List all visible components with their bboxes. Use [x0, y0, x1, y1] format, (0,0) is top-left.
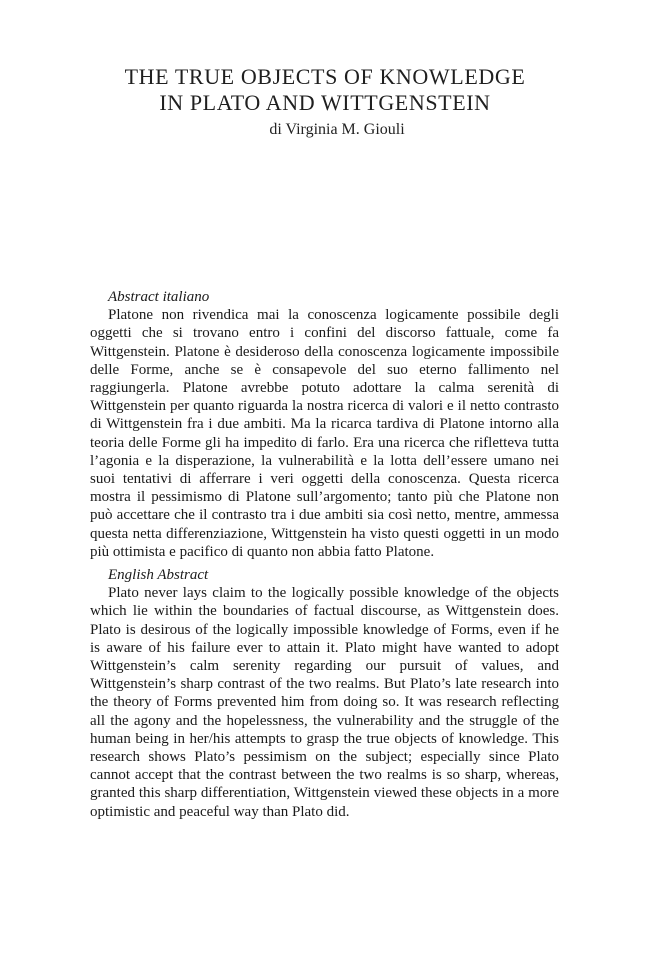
abstract-english-body: Plato never lays claim to the logically possible knowledge of the objects which lie within the boundaries of factual discourse, as Wittgenstein does. Plato is desirous of the logically impossible knowledge of Forms, even if he is aware of his failure ever to attain it. Plato might have wanted to adopt Wittgenstein’s calm serenity regarding our pursuit of values, and Wittgenstein’s sharp contrast of the two realms. But Plato’s late research into the theory of Forms prevented him from doing so. It was research reflecting all the agony and the hopelessness, the vulnerability and the struggle of the human being in her/his attempts to grasp the true objects of knowledge. This research shows Plato’s pessimism on the subject; especially since Plato cannot accept that the contrast between the two realms is so sharp, whereas, granted this sharp differentiation, Wittgenstein viewed these objects in a more optimistic and peaceful way than Plato did.	[90, 585, 559, 820]
abstract-italian-heading: Abstract italiano	[108, 289, 210, 305]
abstract-english-heading: English Abstract	[108, 567, 209, 583]
author-byline: di Virginia M. Giouli	[269, 121, 405, 138]
abstract-italian-body: Platone non rivendica mai la conoscenza logicamente possibile degli oggetti che si trovano entro i confini del discorso fattuale, come fa Wittgenstein. Platone è desideroso della conoscenza logicamente impossibile delle Forme, anche se è consapevole del suo eterno fallimento nel raggiungerla. Platone avrebbe potuto adottare la calma serenità di Wittgenstein per quanto riguarda la nostra ricerca di valori e il netto contrasto di Wittgenstein fra i due ambiti. Ma la ricarca tardiva di Platone intorno alla teoria delle Forme gli ha impedito di farlo. Era una ricerca che rifletteva tutta l’agonia e la disperazione, la vulnerabilità e la lotta dell’essere umano nei suoi tentativi di afferrare i veri oggetti della conoscenza. Questa ricerca mostra il pessimismo di Platone sull’argomento; tanto più che Platone non può accettare che il contrasto tra i due ambiti sia così netto, mentre, ammessa questa netta differenziazione, Wittgenstein ha visto questi oggetti in un modo più ottimista e pacifico di quanto non abbia fatto Platone.	[90, 307, 559, 560]
paper-title-line-2: IN PLATO AND WITTGENSTEIN	[159, 90, 491, 115]
paper-title-line-1: THE TRUE OBJECTS OF KNOWLEDGE	[124, 64, 526, 89]
abstract-italian	[90, 288, 559, 561]
title-block	[0, 64, 650, 140]
abstract-english	[90, 566, 559, 821]
